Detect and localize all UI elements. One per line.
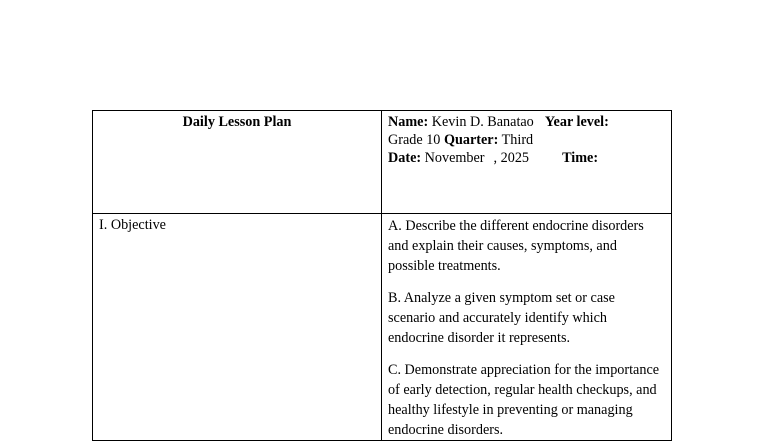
year-level-label: Year level:: [544, 114, 609, 130]
year-level-value: Grade 10: [388, 132, 441, 148]
plan-title-cell: [93, 111, 382, 214]
time-label: Time:: [562, 150, 599, 166]
objective-item: B. Analyze a given symptom set or case scenario and accurately identify which endocrine disorder it represents.: [388, 290, 615, 346]
plan-title: Daily Lesson Plan: [182, 114, 292, 130]
objective-item: A. Describe the different endocrine disorders and explain their causes, symptoms, and possible treatments.: [388, 218, 644, 274]
name-label: Name:: [388, 114, 429, 130]
header-row: [93, 111, 672, 214]
objective-label: I. Objective: [99, 217, 166, 233]
name-value: Kevin D. Banatao: [431, 114, 534, 130]
date-month: November: [424, 150, 485, 166]
grade-quarter-line: [388, 131, 665, 149]
objective-item: C. Demonstrate appreciation for the importance of early detection, regular health checkups, and healthy lifestyle in preventing or managing endocrine disorders.: [388, 362, 660, 438]
quarter-value: Third: [501, 132, 534, 148]
objective-row: [93, 214, 672, 441]
date-time-line: [388, 149, 665, 167]
date-label: Date:: [388, 150, 422, 166]
date-year: , 2025: [493, 150, 529, 166]
objective-label-cell: [93, 214, 382, 441]
quarter-label: Quarter:: [443, 132, 499, 148]
lesson-plan-table: [92, 110, 672, 441]
objectives-cell: [382, 214, 672, 441]
teacher-info-cell: [382, 111, 672, 214]
name-line: [388, 113, 665, 131]
